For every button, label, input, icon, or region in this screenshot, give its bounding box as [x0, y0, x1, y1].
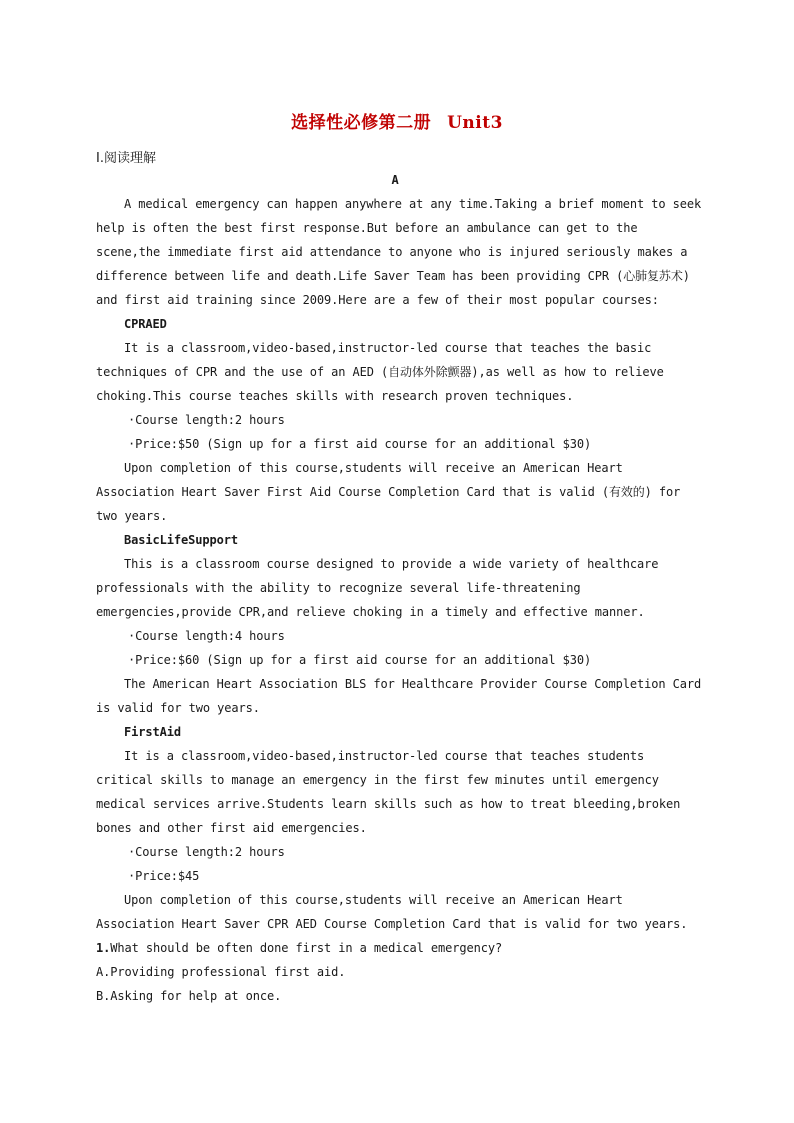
question-option: A.Providing professional first aid. [96, 965, 346, 979]
course-heading: BasicLifeSupport [124, 533, 238, 547]
title-main: 选择性必修第二册 [291, 113, 432, 133]
course-desc-line: This is a classroom course designed to provide a wide variety of healthcare [124, 557, 659, 571]
question-option: B.Asking for help at once. [96, 989, 282, 1003]
reading-passage [96, 168, 706, 1008]
course-desc-line: It is a classroom,video-based,instructor-led course that teaches the basic [124, 341, 652, 355]
course-completion-line: Association Heart Saver First Aid Course Completion Card that is valid (有效的) for [96, 485, 681, 499]
course-desc-line: It is a classroom,video-based,instructor-led course that teaches students [124, 749, 645, 763]
course-bullet: ·Price:$60 (Sign up for a first aid course for an additional $30) [128, 653, 592, 667]
course-completion-line: Upon completion of this course,students will receive an American Heart [124, 893, 623, 907]
course-bullet: ·Course length:4 hours [128, 629, 285, 643]
course-desc-line: emergencies,provide CPR,and relieve choking in a timely and effective manner. [96, 605, 645, 619]
course-bullet: ·Price:$45 [128, 869, 200, 883]
question-stem [96, 936, 706, 960]
title-unit: Unit3 [447, 113, 503, 133]
section-label: Ⅰ.阅读理解 [96, 151, 156, 166]
course-bullet: ·Price:$50 (Sign up for a first aid course for an additional $30) [128, 437, 592, 451]
course-heading: CPRAED [124, 317, 167, 331]
course-completion-line: Association Heart Saver CPR AED Course Completion Card that is valid for two years. [96, 917, 688, 931]
intro-line: A medical emergency can happen anywhere at any time.Taking a brief moment to seek [124, 197, 702, 211]
course-heading: FirstAid [124, 725, 181, 739]
intro-line: scene,the immediate first aid attendance to anyone who is injured seriously makes a [96, 245, 688, 259]
question-text: What should be often done first in a medical emergency? [110, 941, 503, 955]
course-desc-line: medical services arrive.Students learn skills such as how to treat bleeding,broken [96, 797, 681, 811]
course-completion-line: The American Heart Association BLS for Healthcare Provider Course Completion Card [124, 677, 702, 691]
course-bullet: ·Course length:2 hours [128, 845, 285, 859]
course-bullet: ·Course length:2 hours [128, 413, 285, 427]
page-title [0, 108, 794, 133]
intro-line: and first aid training since 2009.Here are a few of their most popular courses: [96, 293, 659, 307]
intro-line: difference between life and death.Life Saver Team has been providing CPR (心肺复苏术) [96, 269, 690, 283]
course-completion-line: is valid for two years. [96, 701, 260, 715]
question-number: 1. [96, 941, 111, 955]
course-desc-line: techniques of CPR and the use of an AED (自动体外除颤器),as well as how to relieve [96, 365, 664, 379]
course-desc-line: professionals with the ability to recognize several life-threatening [96, 581, 581, 595]
course-completion-line: Upon completion of this course,students will receive an American Heart [124, 461, 623, 475]
course-desc-line: bones and other first aid emergencies. [96, 821, 367, 835]
course-desc-line: choking.This course teaches skills with research proven techniques. [96, 389, 574, 403]
course-desc-line: critical skills to manage an emergency in the first few minutes until emergency [96, 773, 659, 787]
passage-label: A [391, 173, 399, 187]
course-completion-line: two years. [96, 509, 168, 523]
intro-line: help is often the best first response.But before an ambulance can get to the [96, 221, 638, 235]
